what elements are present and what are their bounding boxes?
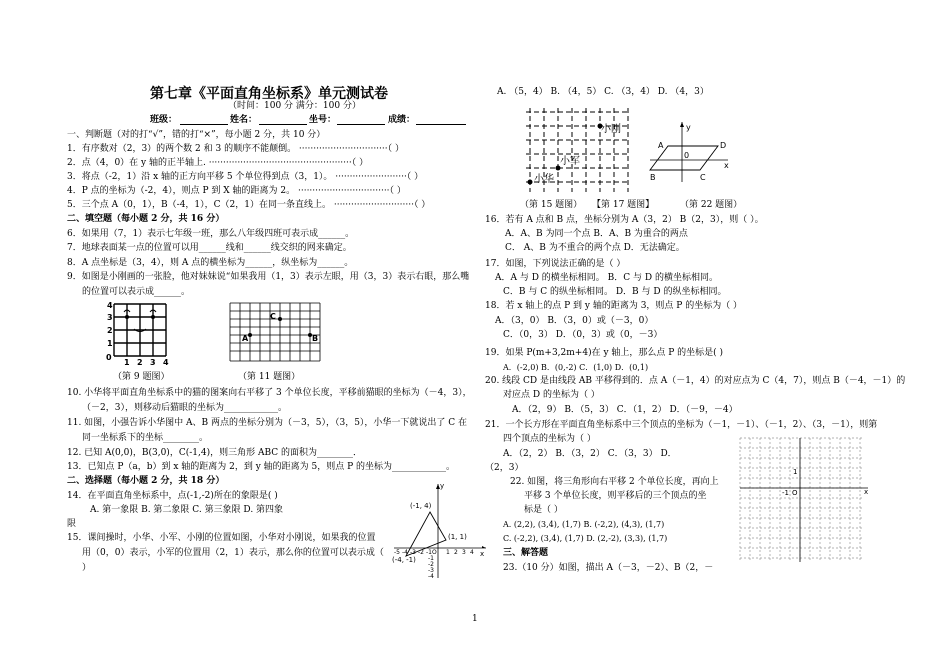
fig15-xiaogang: 小刚 bbox=[601, 124, 621, 135]
question-21-line1: 21．一个长方形在平面直角坐标系中三个顶点的坐标为（－1，－1）、（－1，2）、（3，－1），则第 bbox=[485, 420, 878, 430]
fig23-origin: O bbox=[792, 489, 798, 497]
fig14-xt-3: -3 bbox=[410, 549, 416, 556]
question-6: 6．如果用（7，1）表示七年级一班，那么八年级四班可表示成______。 bbox=[67, 229, 355, 239]
question-9-line1: 9．如图是小刚画的一张脸，他对妹妹说“如果我用（1，3）表示左眼，用（3，3）表示右眼，那么嘴 bbox=[67, 272, 470, 282]
fig14-yt-2: -2 bbox=[428, 561, 434, 568]
question-18: 18．若 x 轴上的点 P 到 y 轴的距离为 3，则点 P 的坐标为（ ） bbox=[485, 301, 743, 311]
fig23-x: x bbox=[864, 488, 869, 496]
grid11-label-b: B bbox=[312, 334, 319, 343]
figure-15-grid bbox=[524, 106, 632, 194]
question-8: 8．A 点坐标是（3，4），则 A 点的横坐标为______，纵坐标为______。 bbox=[67, 258, 354, 268]
question-15-options: A. （5，4） B. （4，5） C. （3，4） D. （4，3） bbox=[497, 87, 709, 97]
question-11-line2: 同一坐标系下的坐标________。 bbox=[82, 433, 209, 443]
figure-22-parallelogram bbox=[648, 118, 734, 184]
fig14-xt-1: -5 bbox=[394, 549, 400, 556]
question-15-line1: 15．课间操时，小华、小军、小刚的位置如图，小华对小刚说，如果我的位置 bbox=[67, 533, 376, 543]
question-21-line2: 四个顶点的坐标为（ ） bbox=[503, 434, 596, 444]
grid9-x2: 2 bbox=[137, 358, 143, 366]
figure-9-face-grid bbox=[104, 300, 174, 366]
fig14-point-2: (1, 1) bbox=[448, 533, 467, 541]
figure-23-grid bbox=[738, 436, 872, 564]
question-10-line1: 10. 小华将平面直角坐标系中的猫的图案向右平移了 3 个单位长度，平移前猫眼的坐标为（－4，3）， bbox=[67, 388, 472, 398]
question-18-options-cd: C．（0，3） D．（0，3）或（0，－3） bbox=[503, 330, 663, 340]
caption-fig9: （第 9 题图） bbox=[113, 372, 170, 382]
class-label: 班级： bbox=[150, 115, 178, 125]
fig14-y-label: y bbox=[440, 482, 445, 490]
grid9-x3: 3 bbox=[150, 358, 156, 366]
fig14-xt-6: 1 bbox=[446, 549, 450, 556]
question-22-line1: 22. 如图，将三角形向右平移 2 个单位长度，再向上 bbox=[510, 477, 719, 487]
fig23-neg1: -1 bbox=[782, 489, 789, 497]
fig14-xt-7: 2 bbox=[454, 549, 458, 556]
name-label: 姓名： bbox=[230, 115, 258, 125]
question-16-options-ab: A．A、B 为同一个点 B．A、B 为重合的两点 bbox=[505, 229, 688, 239]
fig14-xt-5: -1 bbox=[426, 549, 432, 556]
question-14-tail: 限 bbox=[67, 519, 77, 529]
caption-fig22: （第 22 题图） bbox=[680, 200, 743, 210]
question-19: 19．如果 P(m+3,2m+4)在 y 轴上，那么点 P 的坐标是( ) bbox=[485, 348, 724, 358]
question-22-line2: 平移 3 个单位长度，则平移后的三个顶点的坐 bbox=[524, 491, 707, 501]
fig22-c: C bbox=[700, 173, 706, 182]
question-10-line2: （－2，3），则移动后猫眼的坐标为____________。 bbox=[82, 403, 287, 413]
subtitle: （时间：100 分 满分：100 分） bbox=[228, 101, 361, 111]
question-1: 1．有序数对（2，3）的两个数 2 和 3 的顺序不能颠倒。 ·······························（ ） bbox=[67, 144, 404, 154]
section-fill: 二、填空题（每小题 2 分，共 16 分） bbox=[67, 214, 225, 224]
question-15-line2: 用（0，0）表示，小军的位置用（2，1）表示，那么你的位置可以表示成（ bbox=[82, 548, 384, 558]
question-3: 3．将点（-2，1）沿 x 轴的正方向平移 5 个单位得到点（3，1）。 ·························（ ） bbox=[67, 172, 424, 182]
question-23: 23.（10 分）如图，描出 A（－3，－2）、B（2，－ bbox=[503, 563, 714, 573]
question-22-options-ab: A. (2,2), (3,4), (1,7) B. (-2,2), (4,3), (1,7) bbox=[503, 520, 665, 529]
fig22-o: 0 bbox=[684, 151, 690, 160]
fig14-xt-9: 4 bbox=[470, 549, 474, 556]
section-answer: 三、解答题 bbox=[503, 548, 549, 558]
question-20-line2: 对应点 D 的坐标为（ ） bbox=[503, 390, 600, 400]
question-2: 2．点（4，0）在 y 轴的正半轴上. ··················································（ ） bbox=[67, 158, 369, 168]
grid9-origin: 0 bbox=[106, 353, 112, 362]
grid11-label-a: A bbox=[242, 334, 249, 343]
fig14-xt-4: -2 bbox=[418, 549, 424, 556]
figure-11-grid bbox=[228, 301, 324, 365]
name-blank[interactable] bbox=[259, 124, 307, 125]
question-20-options: A．（2，9） B．（5，3） C．（1，2） D．（－9，－4） bbox=[512, 405, 738, 415]
seat-label: 坐号： bbox=[309, 115, 337, 125]
fig22-b: B bbox=[650, 173, 656, 182]
question-17-options-ab: A．A 与 D 的横坐标相同。 B．C 与 D 的横坐标相同。 bbox=[495, 273, 718, 283]
question-14: 14．在平面直角坐标系中，点(-1,-2)所在的象限是( ) bbox=[67, 491, 278, 501]
question-22-options-cd: C. (-2,2), (3,4), (1,7) D. (2,-2), (3,3), (1,7) bbox=[503, 534, 668, 543]
question-7: 7．地球表面某一点的位置可以用______线和______线交织的网来确定。 bbox=[67, 243, 352, 253]
caption-fig11: （第 11 题图） bbox=[238, 372, 301, 382]
question-21-options: A．（2，2） B．（3，2） C．（3，3） D． bbox=[503, 449, 677, 459]
grid9-y1: 1 bbox=[107, 339, 113, 348]
question-22-line3: 标是（ ） bbox=[524, 505, 563, 515]
grid9-x4: 4 bbox=[163, 358, 169, 366]
question-16: 16．若有 A 点和 B 点，坐标分别为 A（3，2） B（2，3），则（ ）。 bbox=[485, 215, 764, 225]
fig22-x: x bbox=[724, 161, 729, 170]
fig14-xt-2: -4 bbox=[402, 549, 408, 556]
question-15-line3: ） bbox=[82, 563, 92, 573]
page-title: 第七章《平面直角坐标系》单元测试卷 bbox=[150, 86, 388, 102]
question-9-line2: 的位置可以表示成______。 bbox=[82, 287, 191, 297]
fig22-a: A bbox=[658, 141, 664, 150]
grid11-label-c: C bbox=[270, 312, 276, 321]
fig22-y: y bbox=[686, 123, 691, 132]
question-21-tail: （2，3） bbox=[485, 463, 524, 473]
grid9-y3: 3 bbox=[107, 313, 113, 322]
question-19-options: A．(-2,0) B．(0,-2) C．(1,0) D．(0,1) bbox=[503, 363, 649, 372]
grid9-x1: 1 bbox=[124, 358, 130, 366]
fig14-x-label: x bbox=[480, 550, 485, 558]
question-17: 17．如图，下列说法正确的是（ ） bbox=[485, 259, 626, 269]
score-blank[interactable] bbox=[416, 124, 466, 125]
fig14-xt-8: 3 bbox=[462, 549, 466, 556]
seat-blank[interactable] bbox=[337, 124, 385, 125]
fig14-yt-4: -4 bbox=[428, 573, 434, 580]
section-judge: 一、判断题（对的打“√”，错的打“×”，每小题 2 分，共 10 分） bbox=[67, 130, 326, 140]
question-18-options-ab: A．（3，0） B．（3，0）或（－3，0） bbox=[495, 316, 654, 326]
grid9-y4: 4 bbox=[107, 301, 113, 310]
fig14-yt-1: -1 bbox=[428, 555, 434, 562]
question-13: 13．已知点 P（a，b）到 x 轴的距离为 2，到 y 轴的距离为 5，则点 P 的坐标为____________。 bbox=[67, 462, 456, 472]
question-16-options-cd: C． A、B 为不重合的两个点 D．无法确定。 bbox=[505, 243, 685, 253]
question-14-options: A. 第一象限 B. 第二象限 C. 第三象限 D. 第四象 bbox=[90, 505, 284, 515]
question-11-line1: 11. 如图，小强告诉小华图中 A、B 两点的坐标分别为（－3，5），（3，5），小华一下就说出了 C 在 bbox=[67, 418, 468, 428]
fig14-yt-3: -3 bbox=[428, 567, 434, 574]
caption-fig15: （第 15 题图） bbox=[520, 200, 583, 210]
question-12: 12. 已知 A(0,0)，B(3,0)，C(-1,4)，则三角形 ABC 的面积为________． bbox=[67, 448, 362, 458]
fig22-d: D bbox=[720, 141, 727, 150]
page-number: 1 bbox=[472, 614, 478, 624]
question-4: 4．P 点的坐标为（-2，4），则点 P 到 X 轴的距离为 2。 ································（ ） bbox=[67, 186, 406, 196]
question-5: 5．三个点 A（0，1），B（-4，1），C（2，1）在同一条直线上。 ····························（ ） bbox=[67, 200, 431, 210]
caption-fig17: 【第 17 题图】 bbox=[592, 200, 655, 210]
grid9-y2: 2 bbox=[107, 326, 113, 335]
question-20-line1: 20. 线段 CD 是由线段 AB 平移得到的．点 A（－1，4）的对应点为 C（4，7），则点 B（－4，－1）的 bbox=[485, 376, 906, 386]
fig14-point-1: (-1, 4) bbox=[410, 502, 432, 510]
figure-14-axes bbox=[390, 480, 490, 580]
fig14-origin: O bbox=[432, 549, 437, 556]
fig15-xiaojun: 小军 bbox=[560, 156, 580, 167]
fig23-one: 1 bbox=[793, 468, 798, 476]
question-17-options-cd: C．B 与 C 的纵坐标相同。 D．B 与 D 的纵坐标相同。 bbox=[503, 287, 727, 297]
score-label: 成绩： bbox=[388, 115, 416, 125]
section-choice: 二、选择题（每小题 2 分，共 18 分） bbox=[67, 476, 225, 486]
fig14-point-3: (-4, -1) bbox=[392, 556, 416, 564]
class-blank[interactable] bbox=[180, 124, 228, 125]
fig15-xiaohua: 小华 bbox=[534, 174, 554, 185]
